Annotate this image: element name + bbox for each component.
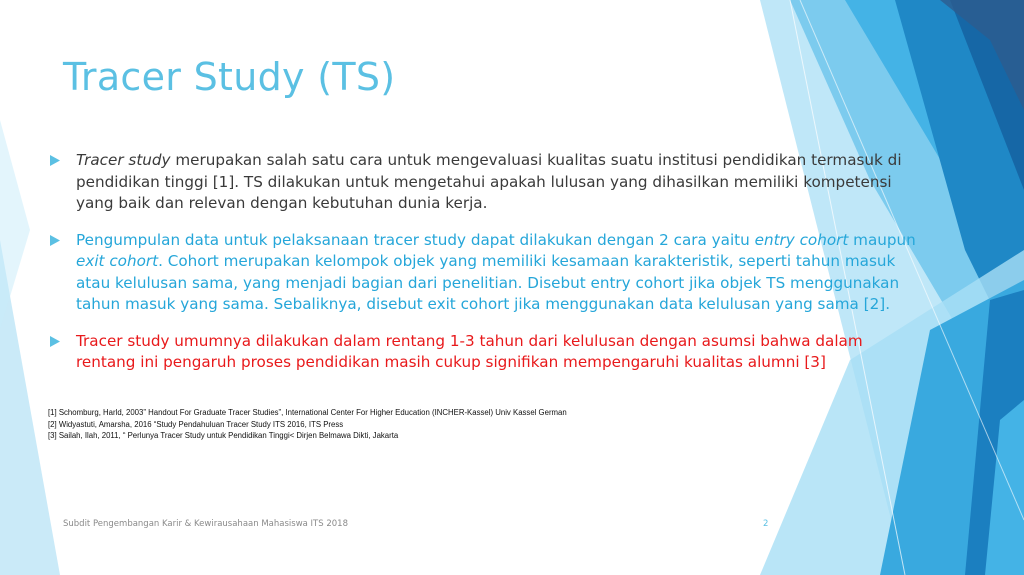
bullet-2-text-a: Pengumpulan data untuk pelaksanaan tracer study dapat dilakukan dengan 2 cara yaitu [76,230,755,249]
bullet-item-2 [50,230,920,316]
bullet-1-text: merupakan salah satu cara untuk mengevaluasi kualitas suatu institusi pendidikan termasuk di pendidikan tinggi [1]. TS dilakukan untuk mengetahui apakah lulusan yang dihasilkan memiliki kompetensi yang baik dan relevan dengan kebutuhan dunia kerja. [76,151,902,212]
reference-2: [2] Widyastuti, Amarsha, 2016 “Study Pendahuluan Tracer Study ITS 2016, ITS Press [48,419,344,429]
footer-text: Subdit Pengembangan Karir & Kewirausahaan Mahasiswa ITS 2018 [63,519,348,529]
slide-title: Tracer Study (TS) [63,55,396,99]
left-shard-2 [0,120,30,330]
bullet-2-emphasis-entry: entry cohort [754,230,849,249]
reference-1: [1] Schomburg, Harld, 2003” Handout For Graduate Tracer Studies”, International Center For Higher Education (INCHER-Kassel) Univ Kassel German [48,408,567,417]
reference-3: [3] Sailah, Ilah, 2011, “ Perlunya Tracer Study untuk Pendidikan Tinggi< Dirjen Belmawa Dikti, Jakarta [48,431,399,440]
bullet-item-3 [50,331,920,374]
bullet-2-emphasis-exit: exit cohort [76,252,159,270]
bullet-arrow-icon [50,235,60,246]
page-number: 2 [763,519,769,529]
bullet-2-body [76,231,916,314]
bullet-3-text: Tracer study umumnya dilakukan dalam rentang 1-3 tahun dari kelulusan dengan asumsi bahwa dalam rentang ini pengaruh proses pendidikan masih cukup signifikan mempengaruhi kualitas alumni [3] [76,331,863,371]
bullet-item-1 [50,150,920,215]
references [48,407,567,442]
bullet-arrow-icon [50,336,60,347]
bullet-arrow-icon [50,155,60,166]
bullet-2-text-b: maupun [848,230,916,249]
bullet-1-emphasis: Tracer study [76,151,171,169]
bullet-list [50,150,920,389]
bullet-1-body [76,151,902,212]
bullet-2-text-c: . Cohort merupakan kelompok objek yang memiliki kesamaan karakteristik, seperti tahun masuk atau kelulusan sama, yang menjadi bagian dari penelitian. Disebut entry cohort jika objek TS menggunakan tahun masuk yang sama. Sebaliknya, disebut exit cohort jika menggunakan data kelulusan yang sama [2]. [76,252,900,313]
